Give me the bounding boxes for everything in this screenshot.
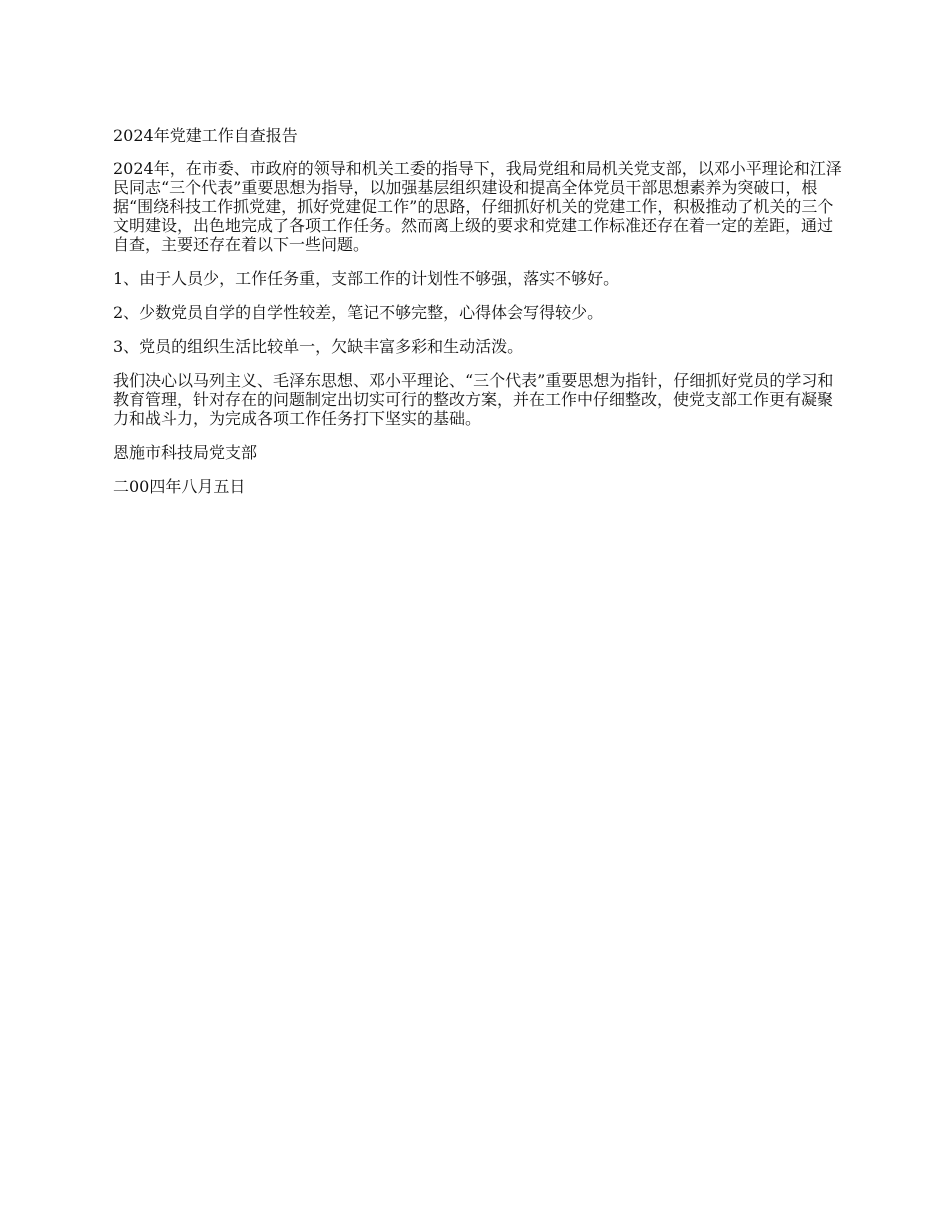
- issue-item-3: 3、党员的组织生活比较单一，欠缺丰富多彩和生动活泼。: [113, 337, 524, 356]
- conclusion-paragraph: 我们决心以马列主义、毛泽东思想、邓小平理论、“三个代表”重要思想为指针，仔细抓好党员的学习和教育管理，针对存在的问题制定出切实可行的整改方案，并在工作中仔细整改，使党支部工作更有凝聚力和战斗力，为完成各项工作任务打下坚实的基础。: [113, 371, 834, 428]
- intro-paragraph: 2024年，在市委、市政府的领导和机关工委的指导下，我局党组和局机关党支部，以邓小平理论和江泽民同志“三个代表”重要思想为指导，以加强基层组织建设和提高全体党员干部思想素养为突破口，根据“围绕科技工作抓党建，抓好党建促工作”的思路，仔细抓好机关的党建工作，积极推动了机关的三个文明建设，出色地完成了各项工作任务。然而离上级的要求和党建工作标准还存在着一定的差距，通过自查，主要还存在着以下一些问题。: [113, 159, 842, 254]
- signature-organization: 恩施市科技局党支部: [113, 443, 258, 462]
- document-title: 2024年党建工作自查报告: [113, 126, 298, 145]
- document-page: [113, 126, 843, 511]
- signature-date: 二00四年八月五日: [113, 477, 246, 496]
- issue-item-2: 2、少数党员自学的自学性较差，笔记不够完整，心得体会写得较少。: [113, 303, 604, 322]
- issue-item-1: 1、由于人员少，工作任务重，支部工作的计划性不够强，落实不够好。: [113, 269, 620, 288]
